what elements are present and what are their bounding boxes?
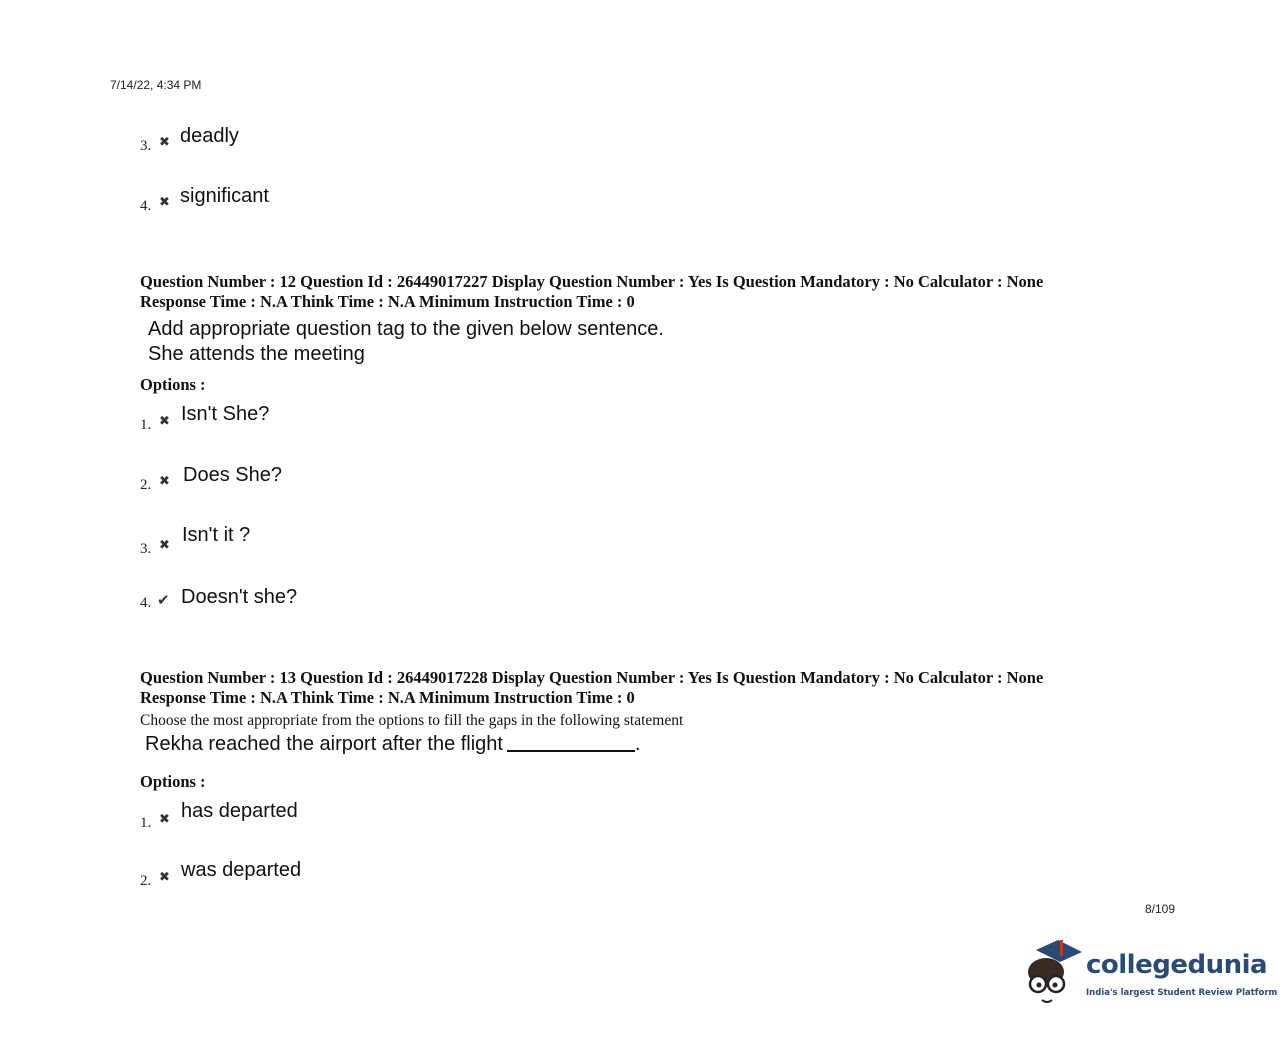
cross-icon: ✖ [159, 474, 170, 489]
option-number: 3. [140, 541, 152, 557]
option-text: Isn't She? [181, 403, 270, 425]
option-text: significant [180, 185, 269, 207]
option-number: 4. [140, 198, 152, 214]
cross-icon: ✖ [159, 538, 170, 553]
logo-wordmark: collegedunia [1086, 950, 1268, 980]
option-text: Does She? [183, 464, 282, 486]
option-text: Isn't it ? [182, 524, 251, 546]
question-meta-line1: Question Number : 12 Question Id : 26449017227 Display Question Number : Yes Is Question Mandatory : No Calculator : None [140, 272, 1044, 291]
logo-tagline: India's largest Student Review Platform [1086, 988, 1278, 998]
options-label: Options : [140, 375, 206, 394]
option-number: 1. [140, 815, 152, 831]
cross-icon: ✖ [159, 135, 170, 150]
sentence-end: . [635, 733, 641, 755]
option-number: 2. [140, 873, 152, 889]
print-timestamp: 7/14/22, 4:34 PM [110, 78, 202, 92]
fill-blank [507, 750, 635, 752]
option-text: Doesn't she? [181, 586, 298, 608]
option-number: 2. [140, 477, 152, 493]
collegedunia-logo [1024, 938, 1278, 1008]
check-icon: ✔ [157, 591, 170, 609]
question-instruction: Choose the most appropriate from the options to fill the gaps in the following statement [140, 712, 684, 729]
option-number: 1. [140, 417, 152, 433]
option-text: was departed [181, 859, 302, 881]
option-number: 4. [140, 595, 152, 611]
option-text: deadly [180, 125, 239, 147]
option-number: 3. [140, 138, 152, 154]
option-text: has departed [181, 800, 298, 822]
question-text-line1: Add appropriate question tag to the given below sentence. [148, 318, 664, 340]
question-text-line2: She attends the meeting [148, 343, 365, 365]
question-meta-line1: Question Number : 13 Question Id : 26449017228 Display Question Number : Yes Is Question Mandatory : No Calculator : None [140, 668, 1044, 687]
question-sentence [145, 733, 641, 756]
question-meta-line2: Response Time : N.A Think Time : N.A Minimum Instruction Time : 0 [140, 292, 635, 311]
cross-icon: ✖ [159, 812, 170, 827]
options-label: Options : [140, 772, 206, 791]
question-meta-line2: Response Time : N.A Think Time : N.A Minimum Instruction Time : 0 [140, 688, 635, 707]
page-number: 8/109 [1145, 902, 1176, 916]
mascot-icon [1024, 938, 1084, 1008]
cross-icon: ✖ [159, 870, 170, 885]
cross-icon: ✖ [159, 414, 170, 429]
cross-icon: ✖ [159, 195, 170, 210]
sentence-text: Rekha reached the airport after the flight [145, 733, 503, 755]
